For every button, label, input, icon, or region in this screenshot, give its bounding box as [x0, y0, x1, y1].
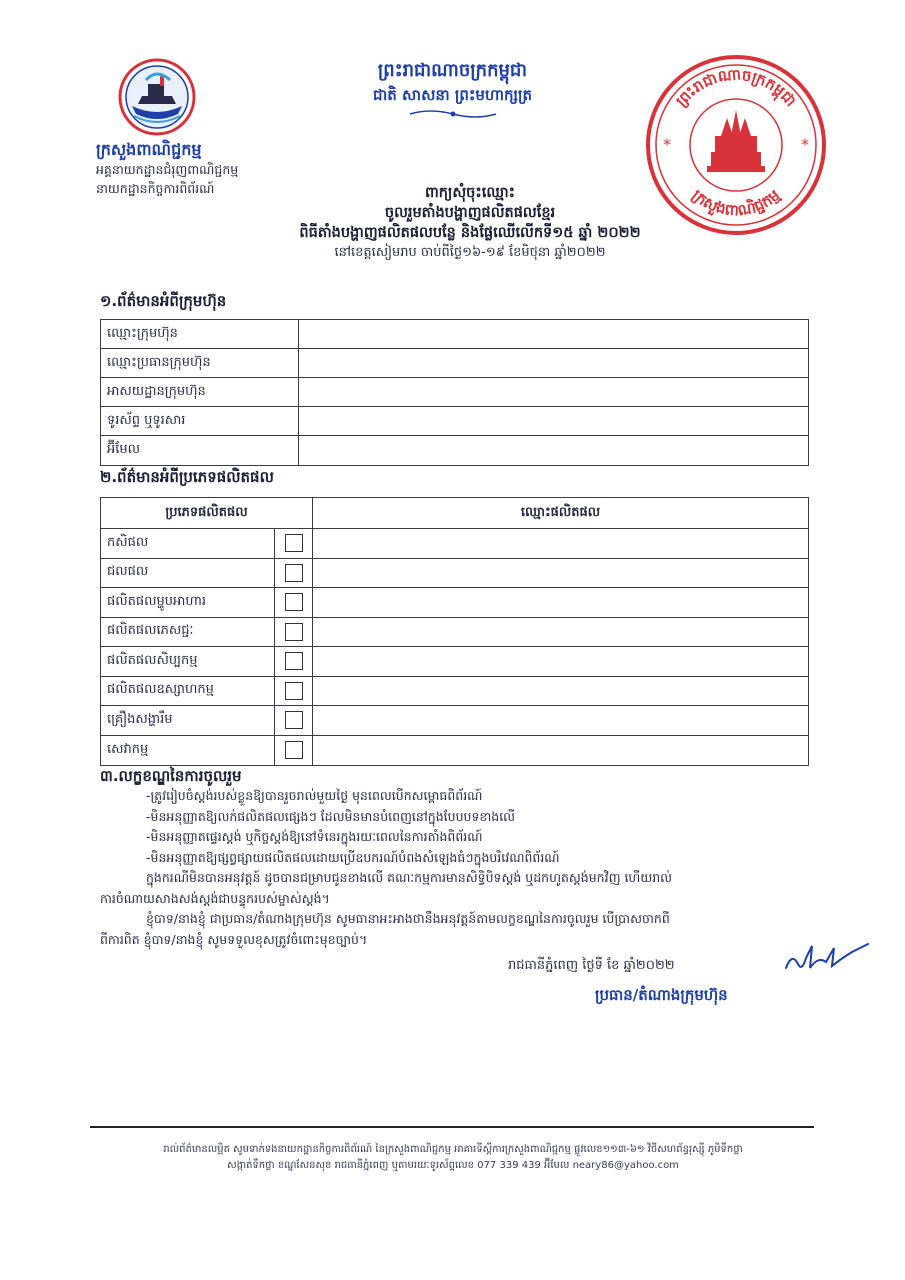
- section2-heading: ២.ព័ត៌មានអំពីប្រភេទផលិតផល: [100, 468, 274, 486]
- company-name-label: ឈ្មោះក្រុមហ៊ុន: [101, 320, 299, 349]
- product-name-field[interactable]: [313, 676, 809, 706]
- department-line-2: នាយកដ្ឋានកិច្ចការពិព័រណ៍: [96, 181, 215, 196]
- product-type-label: ផលិតផលភេសជ្ជៈ: [101, 617, 275, 647]
- table-row: [101, 735, 809, 765]
- section1-heading: ១.ព័ត៌មានអំពីក្រុមហ៊ុន: [100, 292, 227, 310]
- company-name-field[interactable]: [299, 320, 809, 349]
- table-row: [101, 407, 809, 436]
- ornament-divider-icon: [408, 108, 498, 120]
- beverage-checkbox[interactable]: [285, 623, 303, 641]
- footer-line-2: សង្កាត់ទឹកថ្លា ខណ្ឌសែនសុខ រាជធានីភ្នំពេញ ឬតាមរយៈទូរស័ព្ទលេខ 077 339 439 អ៊ីមែល neary86@yahoo.com: [227, 1160, 679, 1171]
- condition-rule: -មិនអនុញ្ញាតឱ្យផ្សព្វផ្សាយផលិតផលដោយប្រើឧបករណ៍បំពងសំឡេងធំៗក្នុងបរិវេណពិព័រណ៍: [146, 849, 560, 865]
- food-checkbox[interactable]: [285, 593, 303, 611]
- seal-text-bottom: ក្រសួងពាណិជ្ជកម្ម: [688, 185, 784, 220]
- table-row: [101, 676, 809, 706]
- seal-text-top: ព្រះរាជាណាចក្រកម្ពុជា: [672, 65, 800, 111]
- product-name-header: ឈ្មោះផលិតផល: [313, 498, 809, 529]
- table-row: [101, 320, 809, 349]
- product-name-field[interactable]: [313, 529, 809, 559]
- condition-rule: -ត្រូវរៀបចំស្តង់របស់ខ្លួនឱ្យបានរួចរាល់មួយថ្ងៃ មុនពេលបើកសម្ពោធពិព័រណ៍: [146, 788, 483, 803]
- declaration: ខ្ញុំបាទ/នាងខ្ញុំ ជាប្រធាន/តំណាងក្រុមហ៊ុន សូមធានាអះអាងថានឹងអនុវត្តន៍តាមលក្ខខណ្ឌនៃការចូលរួម បើប្រាសចាកពី: [146, 911, 670, 926]
- handwritten-signature-icon: [782, 938, 872, 978]
- form-title-block: [200, 183, 740, 262]
- company-info-table: [100, 319, 809, 466]
- footer-line-1: រាល់ព័ត៌មានលម្អិត សូមទាក់ទងនាយកដ្ឋានកិច្ចការពិព័រណ៍ នៃក្រសួងពាណិជ្ជកម្ម អាគារទីស្តីការក្រសួងពាណិជ្ជកម្ម ផ្លូវលេខ១១៣-៦១ វិថីសហព័ន្ធរុស្ស៊ី ភូមិទឹកថ្លា: [163, 1144, 743, 1155]
- table-row: [101, 529, 809, 559]
- handicraft-checkbox[interactable]: [285, 652, 303, 670]
- product-name-field[interactable]: [313, 735, 809, 765]
- condition-note: ក្នុងករណីមិនបានអនុវត្តន៍ ដូចបានជម្រាបជូនខាងលើ គណៈកម្មការមានសិទ្ធិបិទស្តង់ ឬដកហូតស្តង់មកវិញ ហើយរាល់: [146, 870, 673, 885]
- product-type-header: ប្រភេទផលិតផល: [101, 498, 313, 529]
- condition-rule: -មិនអនុញ្ញាតផ្ទេរស្តង់ ឬកិច្ចស្តង់ឱ្យនៅទំនេរក្នុងរយៈពេលនៃការតាំងពិព័រណ៍: [146, 829, 483, 844]
- phone-fax-field[interactable]: [299, 407, 809, 436]
- kingdom-header: [300, 58, 605, 120]
- phone-fax-label: ទូរស័ព្ទ ឬទូរសារ: [101, 407, 299, 436]
- section3-heading: ៣.លក្ខខណ្ឌនៃការចូលរួម: [100, 767, 242, 785]
- condition-rule: -មិនអនុញ្ញាតឱ្យលក់ផលិតផលផ្សេងៗ ដែលមិនមានបំពេញនៅក្នុងបែបបទខាងលើ: [146, 808, 516, 824]
- footer-divider: [90, 1126, 814, 1128]
- table-row: [101, 378, 809, 407]
- product-name-field[interactable]: [313, 617, 809, 647]
- event-date-location: នៅខេត្តសៀមរាប ចាប់ពីថ្ងៃ១៦-១៩ ខែមិថុនា ឆ្នាំ២០២២: [334, 245, 606, 260]
- product-name-field[interactable]: [313, 588, 809, 618]
- form-title: ពាក្យសុំចុះឈ្មោះ: [425, 185, 515, 201]
- table-row: [101, 436, 809, 466]
- product-type-label: កសិផល: [101, 529, 275, 559]
- table-row: [101, 647, 809, 677]
- ministry-name: ក្រសួងពាណិជ្ជកម្ម: [96, 140, 202, 159]
- service-checkbox[interactable]: [285, 741, 303, 759]
- product-type-label: ផលិតផលសិប្បកម្ម: [101, 647, 275, 677]
- product-type-label: គ្រឿងសង្ហារឹម: [101, 706, 275, 736]
- email-label: អ៊ីមែល: [101, 436, 299, 466]
- svg-text:ព្រះរាជាណាចក្រកម្ពុជា: [672, 65, 800, 110]
- company-director-field[interactable]: [299, 349, 809, 378]
- product-name-field[interactable]: [313, 706, 809, 736]
- table-row: [101, 349, 809, 378]
- furniture-checkbox[interactable]: [285, 711, 303, 729]
- table-row: [101, 558, 809, 588]
- agriculture-checkbox[interactable]: [285, 534, 303, 552]
- table-header-row: [101, 498, 809, 529]
- product-type-label: សេវាកម្ម: [101, 735, 275, 765]
- email-field[interactable]: [299, 436, 809, 466]
- product-type-label: ជលផល: [101, 558, 275, 588]
- signatory-title: ប្រធាន/តំណាងក្រុមហ៊ុន: [595, 986, 728, 1004]
- footer-contact: [92, 1142, 814, 1174]
- product-type-label: ផលិតផលម្ហូបអាហារ: [101, 588, 275, 618]
- product-name-field[interactable]: [313, 647, 809, 677]
- svg-text:*: *: [663, 135, 671, 154]
- company-director-label: ឈ្មោះប្រធានក្រុមហ៊ុន: [101, 349, 299, 378]
- signing-date-line: រាជធានីភ្នំពេញ ថ្ងៃទី ខែ ឆ្នាំ២០២២: [508, 958, 675, 973]
- department-line-1: អគ្គនាយកដ្ឋានជំរុញពាណិជ្ជកម្ម: [96, 162, 239, 177]
- fishery-checkbox[interactable]: [285, 564, 303, 582]
- kingdom-name: ព្រះរាជាណាចក្រកម្ពុជា: [377, 60, 528, 81]
- participation-conditions: [100, 766, 815, 950]
- product-name-field[interactable]: [313, 558, 809, 588]
- product-type-label: ផលិតផលឧស្សាហកម្ម: [101, 676, 275, 706]
- table-row: [101, 617, 809, 647]
- national-motto: ជាតិ សាសនា ព្រះមហាក្សត្រ: [373, 86, 532, 104]
- product-type-table: [100, 497, 809, 766]
- condition-note: ការចំណាយសាងសង់ស្តង់ជាបន្ទុករបស់ម្ចាស់ស្តង់។: [100, 890, 330, 906]
- svg-text:*: *: [801, 135, 809, 154]
- event-name: ពិធីតាំងបង្ហាញផលិតផលបន្លែ និងផ្លែឈើលើកទី១៥ ឆ្នាំ ២០២២: [299, 225, 641, 241]
- company-address-field[interactable]: [299, 378, 809, 407]
- company-address-label: អាសយដ្ឋានក្រុមហ៊ុន: [101, 378, 299, 407]
- table-row: [101, 588, 809, 618]
- industrial-checkbox[interactable]: [285, 682, 303, 700]
- ministry-logo-icon: [118, 58, 196, 136]
- table-row: [101, 706, 809, 736]
- declaration: ពីការពិត ខ្ញុំបាទ/នាងខ្ញុំ សូមទទួលខុសត្រូវចំពោះមុខច្បាប់។: [100, 931, 368, 947]
- form-subtitle: ចូលរួមតាំងបង្ហាញផលិតផលខ្មែរ: [384, 205, 556, 221]
